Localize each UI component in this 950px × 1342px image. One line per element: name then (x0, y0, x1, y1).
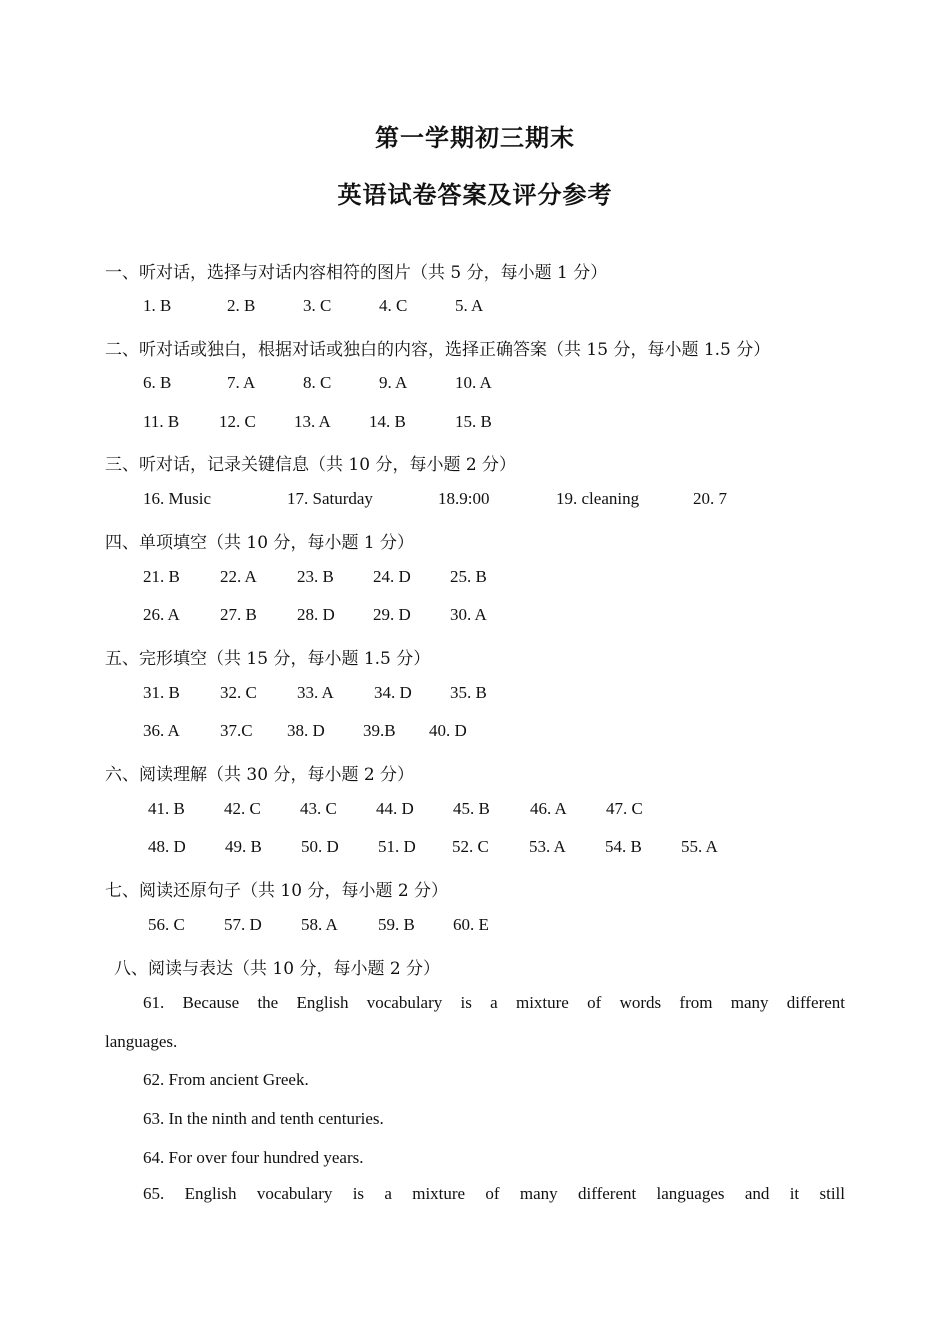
answer-item: 24. D (373, 567, 411, 586)
section-heading: 三、听对话，记录关键信息（共 10 分，每小题 2 分） (105, 455, 517, 475)
answer-item: 56. C (148, 915, 185, 934)
answer-item: 49. B (225, 837, 262, 856)
answer-item: 4. C (379, 296, 408, 315)
answer-item: 39.B (363, 721, 396, 740)
answer-row (143, 683, 487, 703)
section-heading: 七、阅读还原句子（共 10 分，每小题 2 分） (105, 881, 449, 901)
answer-item: 30. A (450, 605, 487, 624)
answer-row (143, 567, 487, 587)
answer-item: 38. D (287, 721, 325, 740)
answer-row (143, 489, 727, 509)
answer-item: 18.9:00 (438, 489, 490, 508)
answer-item: 11. B (143, 412, 180, 431)
answer-item: 34. D (374, 683, 412, 702)
answer-row (148, 799, 643, 819)
answer-item: 16. Music (143, 489, 211, 508)
answer-item: 55. A (681, 837, 718, 856)
answer-item: 33. A (297, 683, 334, 702)
answer-item: 53. A (529, 837, 566, 856)
answer-row (148, 837, 718, 857)
answer-item: 5. A (455, 296, 484, 315)
answer-item: 7. A (227, 373, 256, 392)
section-heading: 四、单项填空（共 10 分，每小题 1 分） (105, 533, 415, 553)
answer-item: 52. C (452, 837, 489, 856)
answer-item: 58. A (301, 915, 338, 934)
section-heading: 八、阅读与表达（共 10 分，每小题 2 分） (114, 959, 441, 979)
section-heading: 六、阅读理解（共 30 分，每小题 2 分） (105, 765, 415, 785)
answer-item: 9. A (379, 373, 408, 392)
answer-item: 28. D (297, 605, 335, 624)
page-title: 第一学期初三期末 (375, 123, 575, 152)
answer-62: 62. From ancient Greek. (143, 1070, 309, 1089)
answer-item: 60. E (453, 915, 489, 934)
answer-65-line1: 65. English vocabulary is a mixture of many different languages and it still (143, 1184, 845, 1203)
answer-item: 26. A (143, 605, 180, 624)
section-heading: 五、完形填空（共 15 分，每小题 1.5 分） (105, 649, 431, 669)
answer-item: 6. B (143, 373, 172, 392)
answer-row (143, 373, 492, 393)
answer-item: 13. A (294, 412, 331, 431)
answer-item: 10. A (455, 373, 492, 392)
section-heading: 二、听对话或独白，根据对话或独白的内容，选择正确答案（共 15 分，每小题 1.5 分） (105, 340, 771, 360)
answer-item: 48. D (148, 837, 186, 856)
answer-item: 32. C (220, 683, 257, 702)
answer-item: 31. B (143, 683, 180, 702)
answer-item: 22. A (220, 567, 257, 586)
answer-item: 19. cleaning (556, 489, 640, 508)
answer-item: 20. 7 (693, 489, 727, 508)
answer-item: 2. B (227, 296, 256, 315)
page-subtitle: 英语试卷答案及评分参考 (337, 180, 613, 209)
answer-item: 36. A (143, 721, 180, 740)
answer-item: 44. D (376, 799, 414, 818)
answer-item: 17. Saturday (287, 489, 373, 508)
answer-item: 1. B (143, 296, 172, 315)
answer-item: 14. B (369, 412, 406, 431)
answer-item: 41. B (148, 799, 185, 818)
answer-64: 64. For over four hundred years. (143, 1148, 364, 1167)
answer-item: 21. B (143, 567, 180, 586)
answer-item: 40. D (429, 721, 467, 740)
answer-item: 47. C (606, 799, 643, 818)
answer-item: 29. D (373, 605, 411, 624)
answer-63: 63. In the ninth and tenth centuries. (143, 1109, 384, 1128)
answer-item: 37.C (220, 721, 253, 740)
answer-item: 51. D (378, 837, 416, 856)
answer-item: 59. B (378, 915, 415, 934)
answer-row (143, 605, 487, 625)
answer-item: 3. C (303, 296, 332, 315)
answer-item: 57. D (224, 915, 262, 934)
answer-61-line1: 61. Because the English vocabulary is a mixture of words from many different (143, 993, 845, 1012)
answer-item: 54. B (605, 837, 642, 856)
answer-row (143, 412, 492, 432)
answer-item: 25. B (450, 567, 487, 586)
answer-item: 42. C (224, 799, 261, 818)
answer-item: 15. B (455, 412, 492, 431)
answer-row (143, 721, 467, 741)
answer-item: 23. B (297, 567, 334, 586)
answer-item: 35. B (450, 683, 487, 702)
answer-row (143, 296, 483, 316)
answer-item: 8. C (303, 373, 332, 392)
answer-61-line2: languages. (105, 1032, 178, 1051)
answer-item: 43. C (300, 799, 337, 818)
answer-item: 12. C (219, 412, 256, 431)
answer-row (148, 915, 489, 935)
answer-item: 46. A (530, 799, 567, 818)
answer-item: 50. D (301, 837, 339, 856)
answer-item: 27. B (220, 605, 257, 624)
answer-item: 45. B (453, 799, 490, 818)
section-heading: 一、听对话，选择与对话内容相符的图片（共 5 分，每小题 1 分） (105, 263, 608, 283)
